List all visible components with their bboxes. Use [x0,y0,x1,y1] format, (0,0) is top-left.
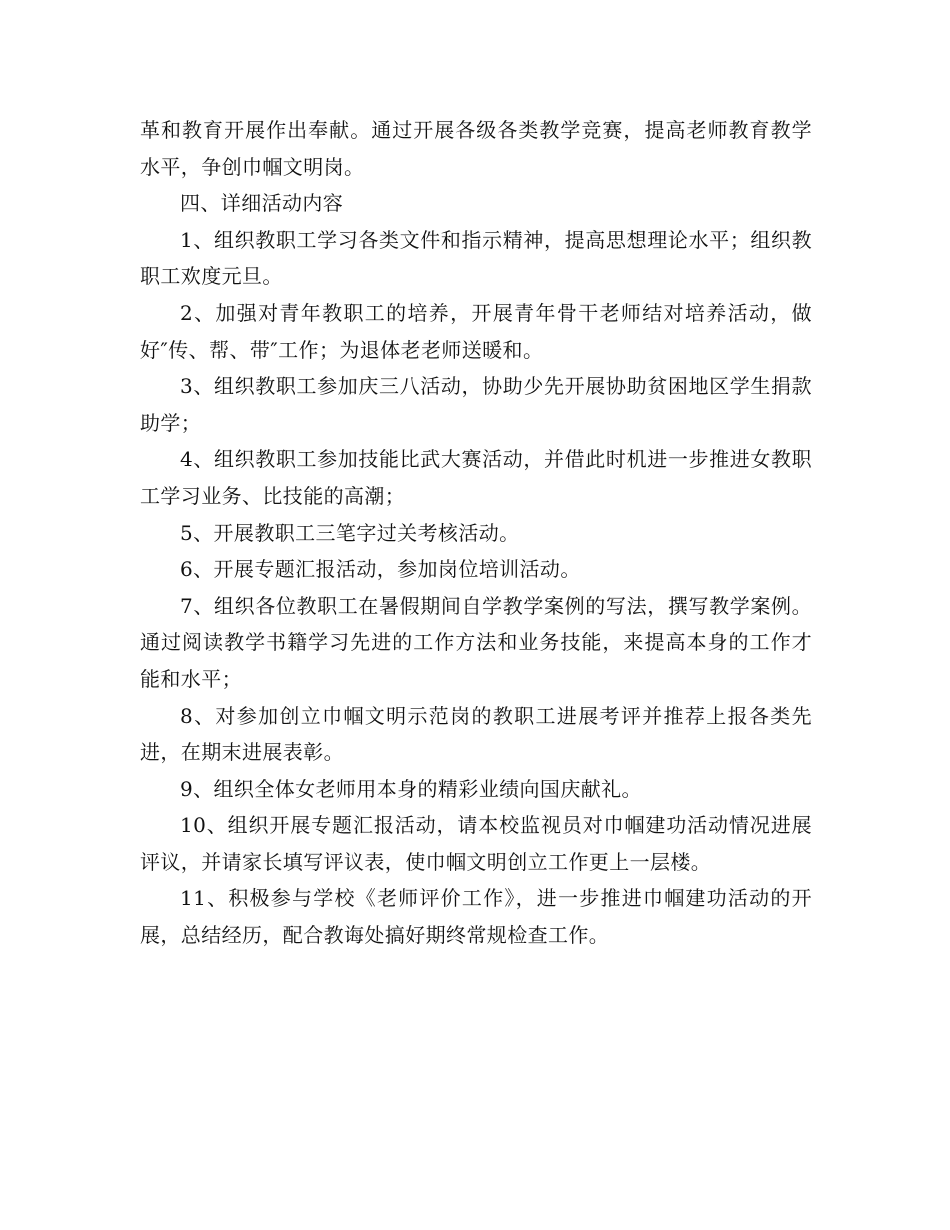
activity-item-4: 4、组织教职工参加技能比武大赛活动，并借此时机进一步推进女教职工学习业务、比技能的高潮； [140,447,812,508]
activity-item-2: 2、加强对青年教职工的培养，开展青年骨干老师结对培养活动，做好″传、帮、带″工作；为退体老老师送暖和。 [140,300,812,362]
activity-item-11: 11、积极参与学校《老师评价工作》，进一步推进巾帼建功活动的开展，总结经历，配合教诲处搞好期终常规检查工作。 [140,886,812,948]
document-body [140,112,812,954]
paragraph-continued: 革和教育开展作出奉献。通过开展各级各类教学竞赛，提高老师教育教学水平，争创巾帼文明岗。 [140,118,812,179]
activity-item-5: 5、开展教职工三笔字过关考核活动。 [180,520,520,545]
section-heading: 四、详细活动内容 [180,191,344,216]
activity-item-6: 6、开展专题汇报活动，参加岗位培训活动。 [180,557,581,582]
activity-item-8: 8、对参加创立巾帼文明示范岗的教职工进展考评并推荐上报各类先进，在期末进展表彰。 [140,703,812,765]
activity-item-9: 9、组织全体女老师用本身的精彩业绩向国庆献礼。 [180,776,642,801]
activity-item-7: 7、组织各位教职工在暑假期间自学教学案例的写法，撰写教学案例。通过阅读教学书籍学习先进的工作方法和业务技能，来提高本身的工作才能和水平； [140,593,812,691]
activity-item-3: 3、组织教职工参加庆三八活动，协助少先开展协助贫困地区学生捐款助学； [140,374,812,435]
activity-item-10: 10、组织开展专题汇报活动，请本校监视员对巾帼建功活动情况进展评议，并请家长填写评议表，使巾帼文明创立工作更上一层楼。 [140,813,812,874]
activity-item-1: 1、组织教职工学习各类文件和指示精神，提高思想理论水平；组织教职工欢度元旦。 [140,227,812,289]
